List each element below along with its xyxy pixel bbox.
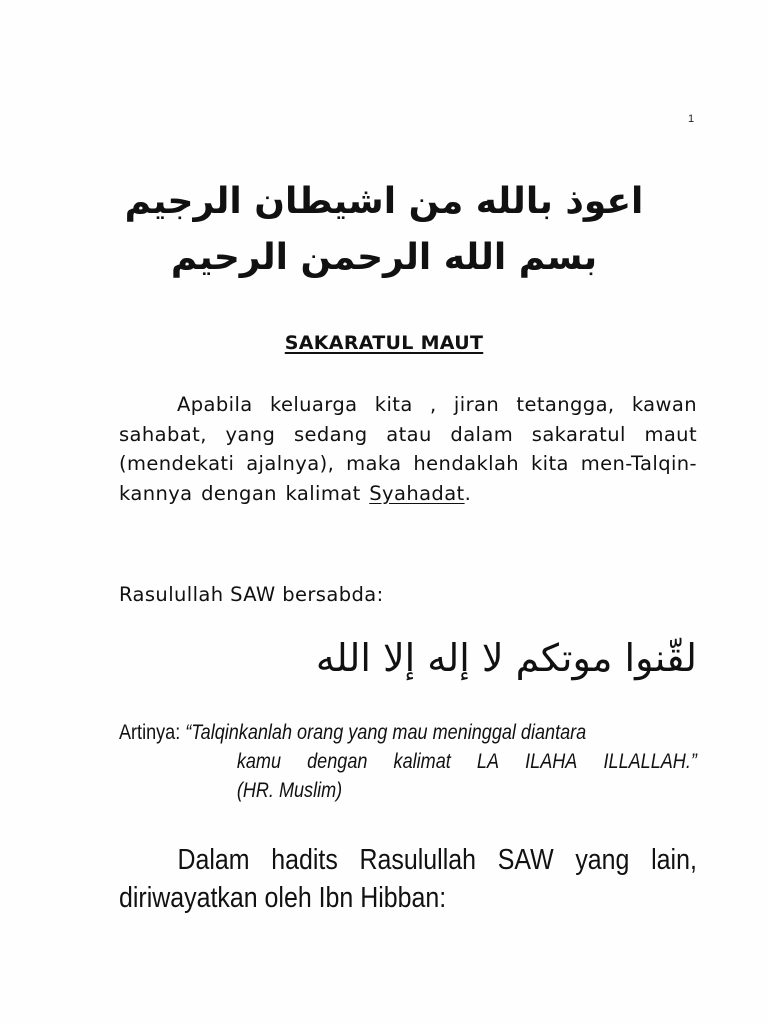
translation-text-1: “Talqinkanlah orang yang mau meninggal diantara xyxy=(185,721,587,744)
translation-text-2 xyxy=(237,747,697,776)
page-number: 1 xyxy=(688,113,695,125)
second-hadith-line-2: diriwayatkan oleh Ibn Hibban: xyxy=(119,882,447,914)
hadith-arabic: لقّنوا موتكم لا إله إلا الله xyxy=(315,636,697,680)
word xyxy=(119,841,250,879)
translation-label: Artinya: xyxy=(119,721,181,744)
word: yang xyxy=(575,844,630,876)
document-title-text: SAKARATUL MAUT xyxy=(284,332,484,354)
taawudz-arabic: اعوذ بالله من اشيطان الرجيم xyxy=(124,181,644,222)
word: ILLALLAH.” xyxy=(603,750,697,773)
intro-paragraph xyxy=(119,390,697,508)
intro-text: Apabila keluarga kita , jiran tetangga, kawan sahabat, yang sedang atau dalam sakaratul maut (mendekati ajalnya), maka hendaklah kita men-Talqin-kannya dengan kalimat xyxy=(119,393,697,505)
word: Rasulullah xyxy=(359,844,477,876)
word: hadits xyxy=(271,844,338,876)
syahadat-underlined: Syahadat xyxy=(369,481,465,505)
second-hadith-line-1 xyxy=(119,841,697,879)
word: kalimat xyxy=(393,750,451,773)
word: LA xyxy=(476,750,500,773)
word: dengan xyxy=(307,750,368,773)
second-hadith-intro xyxy=(119,841,697,917)
intro-text-end: . xyxy=(464,481,472,505)
translation-block xyxy=(119,718,697,805)
word: kamu xyxy=(236,750,281,773)
document-title xyxy=(0,332,768,354)
basmalah-arabic: بسم الله الرحمن الرحيم xyxy=(170,237,598,278)
word: SAW xyxy=(497,844,554,876)
translation-line-3 xyxy=(119,776,618,805)
translation-line-2 xyxy=(119,747,697,776)
word: lain, xyxy=(651,844,697,876)
sabda-intro: Rasulullah SAW bersabda: xyxy=(119,583,384,606)
word: ILAHA xyxy=(525,750,578,773)
translation-line-1 xyxy=(119,718,618,747)
hadith-source: (HR. Muslim) xyxy=(236,779,343,802)
word-text: Dalam xyxy=(177,844,250,876)
